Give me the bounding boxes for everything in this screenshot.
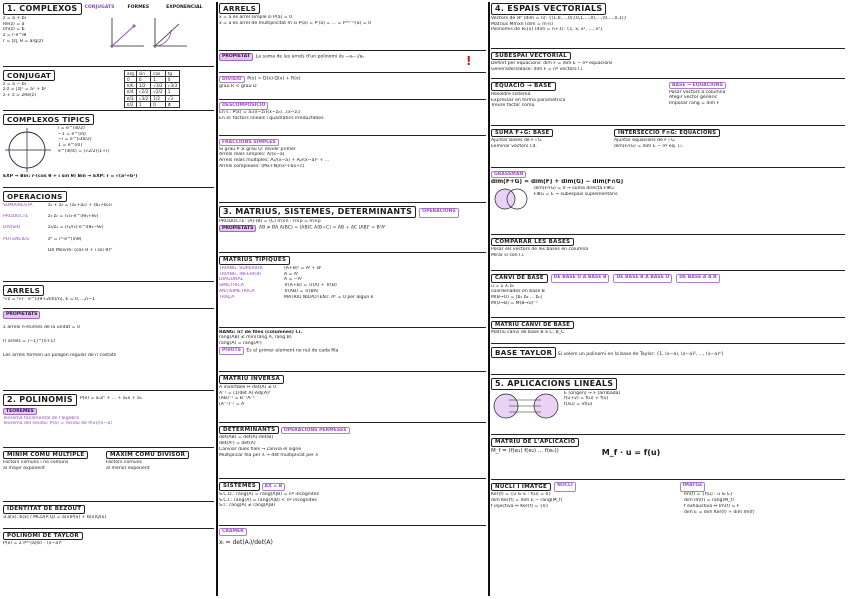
- text-line: En ℂ: P(x) = aₙ(x−z₁)(x−z₂)...(x−zₙ): [219, 110, 301, 116]
- text-line: (AB)⁻¹ = B⁻¹A⁻¹: [219, 396, 255, 402]
- section-nucli-imatge: [491, 482, 845, 597]
- text-line: −1 = e^(iπ): [58, 131, 86, 137]
- section-matriu-canvi: [491, 320, 845, 345]
- section-title: OPERACIONS: [3, 191, 67, 202]
- text-line: Σ arrels n-èsimes de la unitat = 0: [3, 325, 80, 331]
- text-line: (A+B)ᵗ = Aᵗ + Bᵗ: [284, 265, 322, 271]
- text-line: Afegir vector genèric: [669, 95, 718, 101]
- text-line: Mirar si són l.i.: [491, 253, 525, 259]
- text-line: F⊕G = E → subespais suplementaris: [534, 191, 618, 197]
- tag: DESCOMPOSICIÓ: [219, 102, 268, 110]
- section-cramer: [219, 528, 486, 558]
- section-polinomis: [3, 393, 214, 448]
- text-line: M_f = (f(e₁) f(e₂) ... f(eₙ)): [491, 447, 559, 454]
- text-line: f injectiva ⇔ Ker(f) = {0}: [491, 503, 549, 509]
- text-line: A invertible ⇔ det(A) ≠ 0: [219, 384, 277, 390]
- column-3: [491, 2, 845, 596]
- table-cell: ∄: [165, 101, 179, 107]
- table-cell: 0: [165, 76, 179, 82]
- text-line: Resoldre sistema: [491, 91, 531, 97]
- trig-table: [124, 70, 180, 109]
- tag: NUCLI: [554, 482, 576, 492]
- section-title: SISTEMES: [219, 482, 260, 491]
- section-descomposicio: [219, 102, 486, 137]
- text-line: M(U→B) = M(B→U)⁻¹: [491, 300, 538, 306]
- table-cell: π/3: [125, 95, 137, 101]
- text-line: i = e^(iπ/2): [58, 126, 85, 131]
- text-line: e^(iπ/4) = (√2/2)(1+i): [58, 148, 110, 154]
- label: SIMÈTRICA: [219, 283, 244, 289]
- text-line: x = a és arrel de multiplicitat m si P(a) = P'(a) = ... = P⁽ᵐ⁻¹⁾(a) = 0: [219, 20, 372, 26]
- tag: PROPIETATS: [3, 311, 40, 319]
- section-suma-interseccio: [491, 128, 845, 169]
- section-propietat: [219, 53, 486, 74]
- column-2: [219, 2, 486, 596]
- tag: PROPIETAT: [219, 53, 253, 61]
- tag: CRAMER: [219, 528, 247, 536]
- section-taylor: [3, 531, 214, 571]
- table-cell: cos: [151, 70, 165, 76]
- section-complexos: [3, 2, 214, 67]
- label: DIAGONAL: [219, 277, 244, 283]
- text-line: r = |z|, θ = arg(z): [3, 38, 44, 44]
- text-line: dim Im(f) = rang(M_f): [684, 498, 734, 504]
- subtitle: CONJUGATS: [84, 5, 115, 10]
- tag: DE BASE A A B: [676, 274, 719, 284]
- text-line: Arrels reals múltiples: A₁/(x−a) + A₂/(x−a)² + ...: [219, 158, 330, 164]
- section-matrius-tipiques: [219, 255, 486, 328]
- section-aplicacions: [491, 377, 845, 436]
- text-line: Ker(f) = {u ∈ E : f(u) = 0}: [491, 492, 552, 498]
- text-line: Expressar en forma paramètrica: [491, 97, 566, 103]
- table-cell: 0: [125, 76, 137, 82]
- section-title: INTERSECCIÓ F∩G: EQUACIONS: [614, 129, 720, 138]
- label: TRAÇA: [219, 294, 235, 300]
- text-line: det(AB) = det(A)·det(B): [219, 435, 274, 441]
- text-line: A = −Aᵗ: [284, 277, 303, 283]
- tag: GRASSMAN: [491, 171, 526, 179]
- text-line: Teorema del residu: P(a) = residu de P(x)/(x−a): [3, 421, 112, 427]
- table-cell: 1: [165, 89, 179, 95]
- text-line: Matriu canvi de base B a C: B_C: [491, 330, 565, 335]
- section-title: 1. COMPLEXOS: [3, 3, 82, 15]
- table-cell: tg: [165, 70, 179, 76]
- section-comparar: [491, 237, 845, 272]
- text-line: Les arrels formen un polígon regular de n costats: [3, 352, 117, 358]
- table-cell: √3/2: [136, 95, 150, 101]
- text-line: Polinomis de ℝₙ[x] (dim = n+1): {1, x, x², ..., xⁿ}: [491, 27, 604, 33]
- table-cell: √2/2: [136, 89, 150, 95]
- text-line: Treure factor comú: [491, 103, 535, 109]
- section-title: MATRIU CANVI DE BASE: [491, 321, 574, 330]
- text-line: Posar els vectors de les bases en columna: [491, 247, 589, 253]
- text-line: −i = e^(i3π/2): [58, 137, 92, 143]
- table-cell: 1: [151, 76, 165, 82]
- table-cell: 1: [136, 101, 150, 107]
- section-title: ARRELS: [219, 3, 260, 14]
- section-bezout: [3, 504, 214, 529]
- text-line: dim E = dim Ker(f) + dim Im(f): [684, 509, 755, 515]
- exponential-plane-icon: [149, 16, 189, 50]
- text-line: dim(F∩G) = 0 → suma directa F⊕G: [534, 185, 614, 191]
- section-arrels: [3, 284, 214, 309]
- unit-circle-icon: [3, 126, 55, 174]
- section-inversa: [219, 374, 486, 423]
- table-cell: π/6: [125, 83, 137, 89]
- table-cell: √2/2: [151, 89, 165, 95]
- text-line: M(B→U) = (b₁ b₂ ... bₙ): [491, 294, 543, 300]
- tag: OPERACIONS PERMESES: [281, 427, 350, 435]
- text-line: det(Aᵗ) = det(A): [219, 441, 256, 447]
- table-cell: 1/2: [151, 95, 165, 101]
- section-title: MATRIUS TÍPIQUES: [219, 256, 290, 265]
- section-title: BASE TAYLOR: [491, 347, 556, 358]
- text-line: Eliminar vectors l.d.: [491, 143, 537, 149]
- subtitle: FORMES: [127, 5, 150, 10]
- text-line: P(x) = aₙxⁿ + ... + a₁x + a₀: [79, 396, 142, 401]
- section-title: SUMA F+G: BASE: [491, 129, 553, 138]
- text-line: rang(A) = rang(Aᵗ): [219, 340, 262, 346]
- section-subespai: [491, 51, 845, 80]
- label: TRIANG. INFERIOR: [219, 271, 262, 277]
- text-line: A⁻¹ = (1/det A)·Adj(A)ᵗ: [219, 390, 271, 396]
- section-base-equacions: [491, 81, 845, 126]
- section-mcm-mcd: [3, 450, 214, 503]
- section-title: 3. MATRIUS, SISTEMES, DETERMINANTS: [219, 206, 416, 218]
- section-propietats: [3, 311, 214, 392]
- section-rang: [219, 330, 486, 373]
- text-line: Multiplicar fila per λ → det multiplicat per λ: [219, 452, 319, 458]
- column-divider: [216, 2, 218, 596]
- text-line: Si volem un polinomi en la base de Taylor: {1, (x−a), (x−a)², ..., (x−a)ⁿ}: [557, 352, 724, 357]
- text-line: Tr(AB) = Tr(BA): [284, 288, 319, 294]
- text-line: AB ≠ BA A(BC) = (AB)C A(B+C) = AB + AC (AB)ᵗ = BᵗAᵗ: [258, 225, 386, 231]
- text-line: La suma de les arrels d'un polinomi és −aₙ₋₁/aₙ: [255, 54, 365, 59]
- text-line: f exhaustiva ⇔ Im(f) = F: [684, 503, 740, 509]
- text-line: P(x) = D(x)·Q(x) + R(x): [247, 76, 301, 82]
- section-title: IDENTITAT DE BÉZOUT: [3, 505, 85, 514]
- text-line: z₁·z₂ = r₁r₂·e^i(θ₁+θ₂): [48, 213, 99, 219]
- mapping-diagram-icon: [491, 391, 561, 421]
- section-base-taylor: [491, 346, 845, 375]
- table-cell: π/2: [125, 101, 137, 107]
- tag: DIVISIÓ: [219, 76, 245, 84]
- section-title: NUCLI I IMATGE: [491, 483, 551, 492]
- section-matriu-aplicacio: [491, 437, 845, 480]
- text-line: coordenades en base B: [491, 289, 545, 295]
- text-line: S.C.I.: rang(A) = rang(A|B) < nº incògnites: [219, 497, 317, 503]
- text-line: al menor exponent: [106, 466, 150, 472]
- section-title: SUBESPAI VECTORIAL: [491, 52, 571, 61]
- subtitle: EXPONENCIAL: [166, 5, 203, 10]
- section-title: POLINOMI DE TAYLOR: [3, 532, 83, 541]
- label: SUMA/RESTA: [3, 202, 33, 208]
- text-line: S.I.: rang(A) ≠ rang(A|B): [219, 503, 276, 509]
- text-line: E (origen) → F (arribada): [564, 390, 621, 396]
- text-line: RANG: nº de files (columnes) l.i.: [219, 329, 303, 335]
- section-title: COMPLEXOS TÍPICS: [3, 114, 94, 125]
- section-title: MÀXIM COMÚ DIVISOR: [106, 451, 189, 460]
- text-line: z = r·e^iθ: [3, 33, 27, 39]
- text-line: Im(z) = b: [3, 27, 25, 33]
- tag: DE BASE U A BASE B: [551, 274, 610, 284]
- formula: M_f · u = f(u): [601, 447, 661, 457]
- text-line: grau R < grau D: [219, 83, 257, 89]
- label: ANTISIMÈTRICA: [219, 288, 255, 294]
- text-line: ∃ a(x), b(x) / MCD(P,Q) = a(x)P(x) + b(x)Q(x): [3, 514, 107, 520]
- text-line: zⁿ = rⁿ·e^(inθ): [48, 236, 82, 242]
- tag: BASE → EQUACIONS: [669, 82, 726, 90]
- text-line: P(x) = Σ P⁽ᵏ⁾(a)/k! · (x−a)ᵏ: [3, 541, 62, 547]
- text-line: Im(f) = {f(u) : u ∈ E}: [684, 492, 733, 498]
- text-line: 1 = e^(i0): [58, 143, 83, 149]
- text-line: u = Σ λᵢ bᵢ: [491, 283, 514, 289]
- text-line: A = Aᵗ: [284, 271, 299, 277]
- section-title: MATRIU INVERSA: [219, 375, 284, 384]
- text-line: Ajuntar equacions de F i G: [614, 138, 675, 143]
- tag: PIVOTS: [219, 347, 244, 355]
- text-line: ⁿ√z = ⁿ√r · e^(i(θ+2kπ)/n), k = 0,...,n−1: [3, 297, 95, 302]
- text-line: z·z̄ = |z|² = a² + b²: [3, 87, 47, 93]
- text-line: De Moivre: (cos θ + i sin θ)ⁿ: [48, 248, 112, 254]
- tag: FRACCIONS SIMPLES: [219, 139, 279, 147]
- section-fraccions: [219, 138, 486, 203]
- tag: OPERACIONS: [419, 208, 459, 219]
- text-line: Matrius Mmxn (dim = m·n): [491, 21, 553, 27]
- text-line: dim(F+G) = dim(F) + dim(G) − dim(F∩G): [491, 178, 624, 185]
- text-line: z₁ + z₂ = (a₁+a₂) + (b₁+b₂)i: [48, 202, 112, 208]
- tag: TEOREMES: [3, 408, 37, 416]
- warning-mark: !: [466, 54, 472, 68]
- table-cell: √3/3: [165, 83, 179, 89]
- section-matrius: [219, 205, 486, 254]
- text-line: Π arrels = (−1)^(n+1): [3, 338, 56, 344]
- section-title: MATRIU DE L'APLICACIÓ: [491, 438, 579, 447]
- section-title: CANVI DE BASE: [491, 274, 548, 283]
- section-title: 4. ESPAIS VECTORIALS: [491, 3, 606, 15]
- section-grassman: [491, 170, 845, 235]
- text-line: Posar vectors a columna: [669, 89, 726, 95]
- text-line: PRODUCTE: (A)·(B) = (C) m×n · n×p = m×p: [219, 218, 321, 224]
- text-line: (A⁻¹)⁻¹ = A: [219, 402, 245, 408]
- text-line: z = a + bi: [3, 16, 26, 21]
- text-line: Definit per equacions: dim F = dim E − nº equacions: [491, 61, 613, 67]
- venn-diagram-icon: [491, 186, 531, 212]
- text-line: Generadors/Base: dim F = nº vectors l.i.: [491, 67, 584, 73]
- section-title: COMPARAR LES BASES: [491, 238, 574, 247]
- binomic-plane-icon: [106, 16, 146, 50]
- table-cell: 0: [151, 101, 165, 107]
- table-cell: π/4: [125, 89, 137, 95]
- text-line: al major exponent: [3, 466, 45, 472]
- section-divisio: [219, 75, 486, 100]
- text-line: f(λu) = λf(u): [564, 401, 593, 407]
- section-title: CONJUGAT: [3, 70, 55, 81]
- section-operacions: [3, 190, 214, 283]
- tag: DE BASE B A BASE U: [613, 274, 672, 284]
- section-espais: [491, 2, 845, 49]
- section-conjugat: [3, 69, 214, 112]
- section-title: 5. APLICACIONS LINEALS: [491, 378, 617, 390]
- text-line: f(u+v) = f(u) + f(v): [564, 396, 609, 402]
- text-line: Re(z) = a: [3, 21, 25, 27]
- text-line: Tr(A+B) = Tr(A) + Tr(B): [284, 283, 337, 289]
- text-line: Si grau P ≥ grau Q: dividir primer: [219, 146, 296, 152]
- text-line: dim Ker(f) = dim E − rang(M_f): [491, 498, 563, 504]
- text-line: Factors comuns: [106, 460, 142, 466]
- section-determinants: [219, 425, 486, 480]
- section-title: 2. POLINOMIS: [3, 394, 77, 406]
- column-1: [3, 2, 214, 596]
- text-line: xᵢ = det(Aᵢ)/det(A): [219, 539, 273, 547]
- section-title: MÍNIM COMÚ MÚLTIPLE: [3, 451, 88, 460]
- section-sistemes: [219, 481, 486, 526]
- table-cell: √3/2: [151, 83, 165, 89]
- text-line: Factors comuns i no comuns: [3, 460, 69, 466]
- section-title: ARRELS: [3, 285, 44, 296]
- text-line: Arrels reals simples: A/(x−a): [219, 152, 285, 158]
- text-line: Teorema fonamental de l'àlgebra: [3, 415, 79, 421]
- text-line: MATRIU NILPOTENT: Aᵏ = 0 per algun k: [284, 294, 374, 300]
- section-title: EQUACIÓ → BASE: [491, 82, 556, 91]
- section-canvi-base: [491, 273, 845, 318]
- tag: PROPIETATS: [219, 225, 256, 233]
- table-cell: 0: [136, 76, 150, 82]
- table-cell: 1/2: [136, 83, 150, 89]
- text-line: En ℝ: factors lineals i quadràtics irreductibles: [219, 115, 324, 121]
- text-line: Imposar rang = dim F: [669, 101, 720, 107]
- text-line: z + z̄ = 2Re(z): [3, 92, 37, 98]
- text-line: Ajuntar bases de F i G: [491, 138, 542, 143]
- section-title: DETERMINANTS: [219, 426, 279, 435]
- tag: IMATGE: [680, 482, 706, 492]
- table-cell: √3: [165, 95, 179, 101]
- text-line: És el primer element no nul de cada fila: [246, 348, 339, 354]
- tag: AX = B: [262, 483, 286, 491]
- text-line: rang(AB) ≤ min(rang A, rang B): [219, 335, 292, 341]
- table-cell: sin: [136, 70, 150, 76]
- text-line: dim(F∩G) = dim E − nº eq. l.i.: [614, 143, 684, 149]
- text-line: z₁/z₂ = (r₁/r₂)·e^i(θ₁−θ₂): [48, 225, 104, 231]
- section-arrels-pol: [219, 2, 486, 51]
- text-line: EXP → Bin: r·(cos θ + i sin θ) Bin → EXP: r = √(a²+b²): [3, 174, 138, 179]
- text-line: z̄ = a − bi: [3, 81, 26, 87]
- table-cell: arg: [125, 70, 137, 76]
- text-line: Vectors de ℝⁿ (dim = n): {(1,0,...,0),(0,1,...,0),...,(0,...,0,1)}: [491, 16, 627, 21]
- text-line: x = a és arrel simple si P(a) = 0: [219, 15, 293, 20]
- label: POTÈNCIES: [3, 236, 29, 242]
- text-line: Arrels complexes: (Mx+N)/(x²+bx+c): [219, 163, 305, 169]
- column-divider: [488, 2, 490, 596]
- label: DIVISIÓ: [3, 225, 21, 231]
- text-line: Canviar dues files → canvia el signe: [219, 446, 302, 452]
- label: TRIANG. SUPERIOR: [219, 265, 263, 271]
- section-complexos-tipics: [3, 113, 214, 188]
- label: PRODUCTE: [3, 213, 29, 219]
- text-line: S.C.D.: rang(A) = rang(A|B) = nº incògnites: [219, 491, 319, 497]
